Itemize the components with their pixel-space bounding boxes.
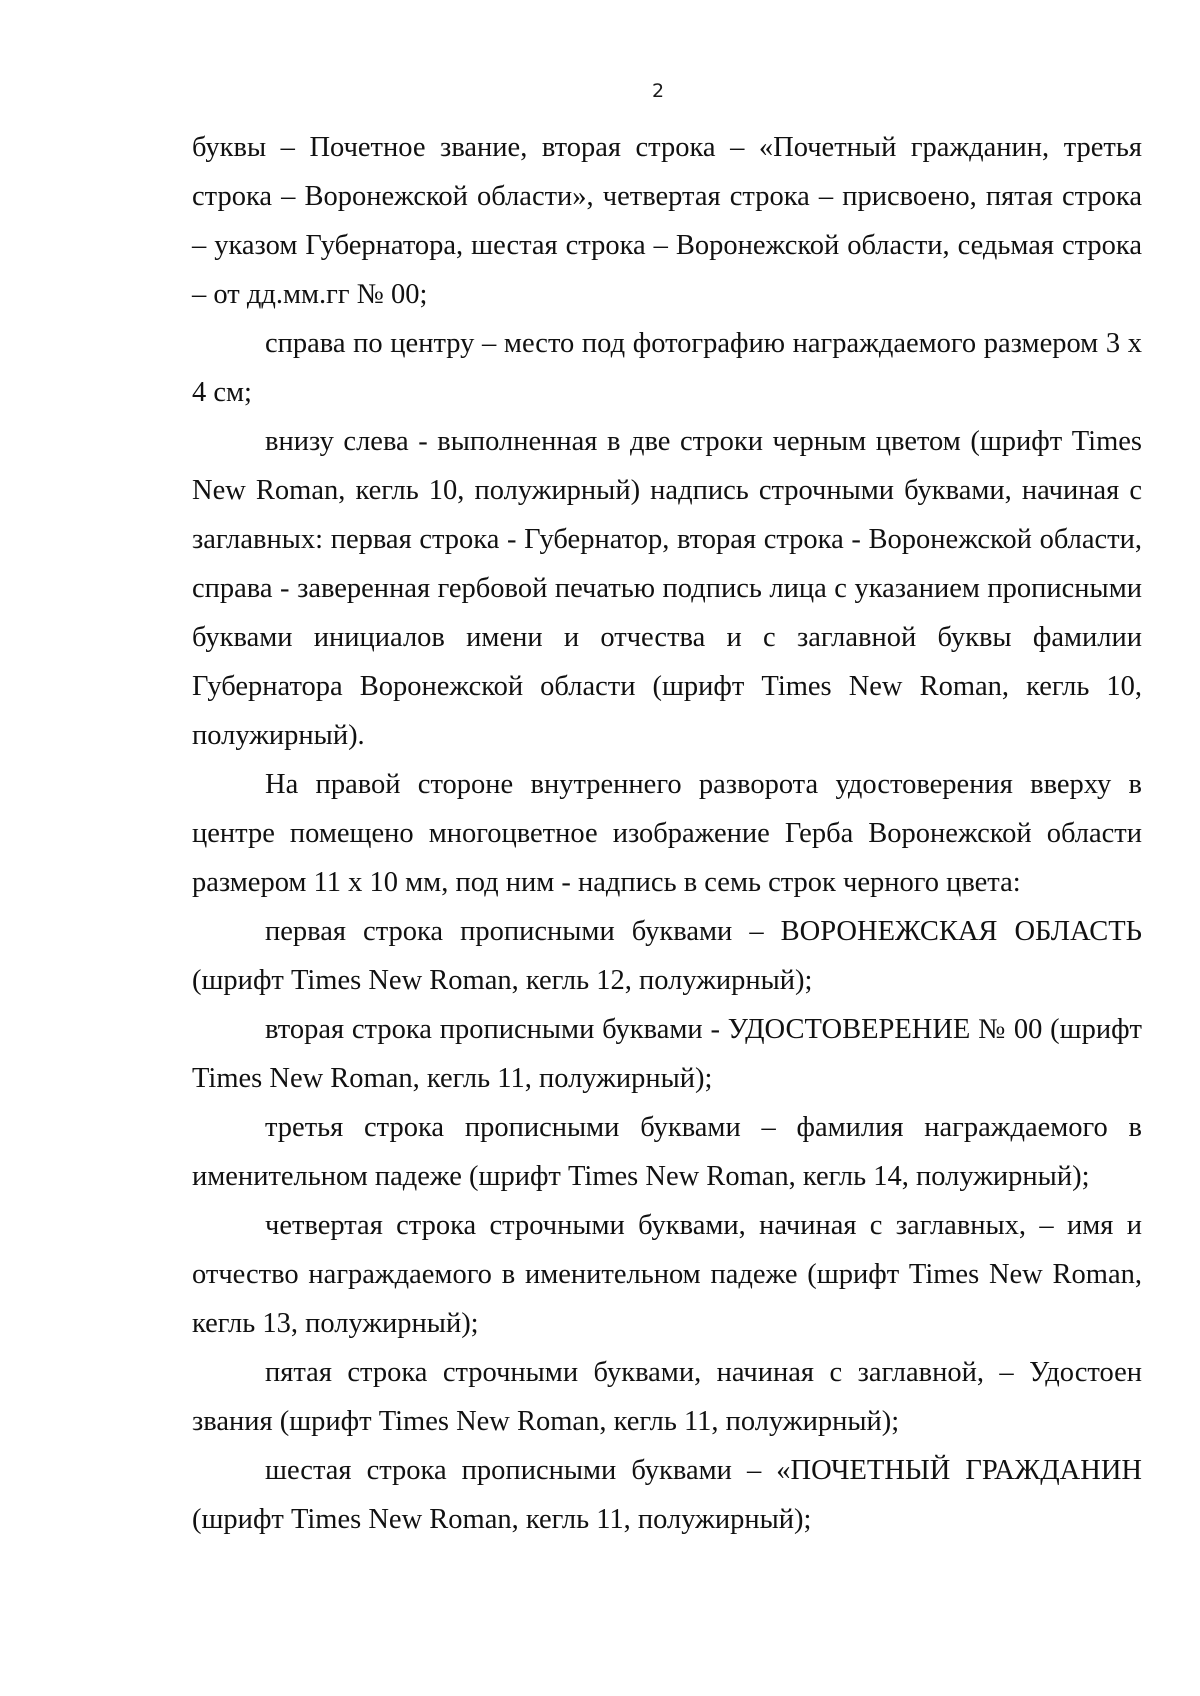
page-number: 2: [651, 80, 665, 102]
paragraph: вторая строка прописными буквами - УДОСТОВЕРЕНИЕ № 00 (шрифт Times New Roman, кегль 11, полужирный);: [192, 1014, 1142, 1094]
paragraph: первая строка прописными буквами – ВОРОНЕЖСКАЯ ОБЛАСТЬ (шрифт Times New Roman, кегль 12, полужирный);: [192, 916, 1142, 996]
paragraph: буквы – Почетное звание, вторая строка – «Почетный гражданин, третья строка – Воронежской области», четвертая строка – присвоено, пятая строка – указом Губернатора, шестая строка – Воронежской области, седьмая строка – от дд.мм.гг № 00;: [192, 132, 1142, 310]
paragraph: На правой стороне внутреннего разворота удостоверения вверху в центре помещено многоцветное изображение Герба Воронежской области размером 11 х 10 мм, под ним - надпись в семь строк черного цвета:: [192, 769, 1142, 898]
paragraph: справа по центру – место под фотографию награждаемого размером 3 х 4 см;: [192, 328, 1142, 408]
paragraph: внизу слева - выполненная в две строки черным цветом (шрифт Times New Roman, кегль 10, полужирный) надпись строчными буквами, начиная с заглавных: первая строка - Губернатор, вторая строка - Воронежской области, справа - заверенная гербовой печатью подпись лица с указанием прописными буквами инициалов имени и отчества и с заглавной буквы фамилии Губернатора Воронежской области (шрифт Times New Roman, кегль 10, полужирный).: [192, 426, 1142, 751]
paragraph: шестая строка прописными буквами – «ПОЧЕТНЫЙ ГРАЖДАНИН (шрифт Times New Roman, кегль 11, полужирный);: [192, 1455, 1142, 1535]
paragraph: пятая строка строчными буквами, начиная с заглавной, – Удостоен звания (шрифт Times New Roman, кегль 11, полужирный);: [192, 1357, 1142, 1437]
paragraph: четвертая строка строчными буквами, начиная с заглавных, – имя и отчество награждаемого в именительном падеже (шрифт Times New Roman, кегль 13, полужирный);: [192, 1210, 1142, 1339]
paragraph: третья строка прописными буквами – фамилия награждаемого в именительном падеже (шрифт Times New Roman, кегль 14, полужирный);: [192, 1112, 1142, 1192]
body-text: [192, 123, 1142, 1544]
